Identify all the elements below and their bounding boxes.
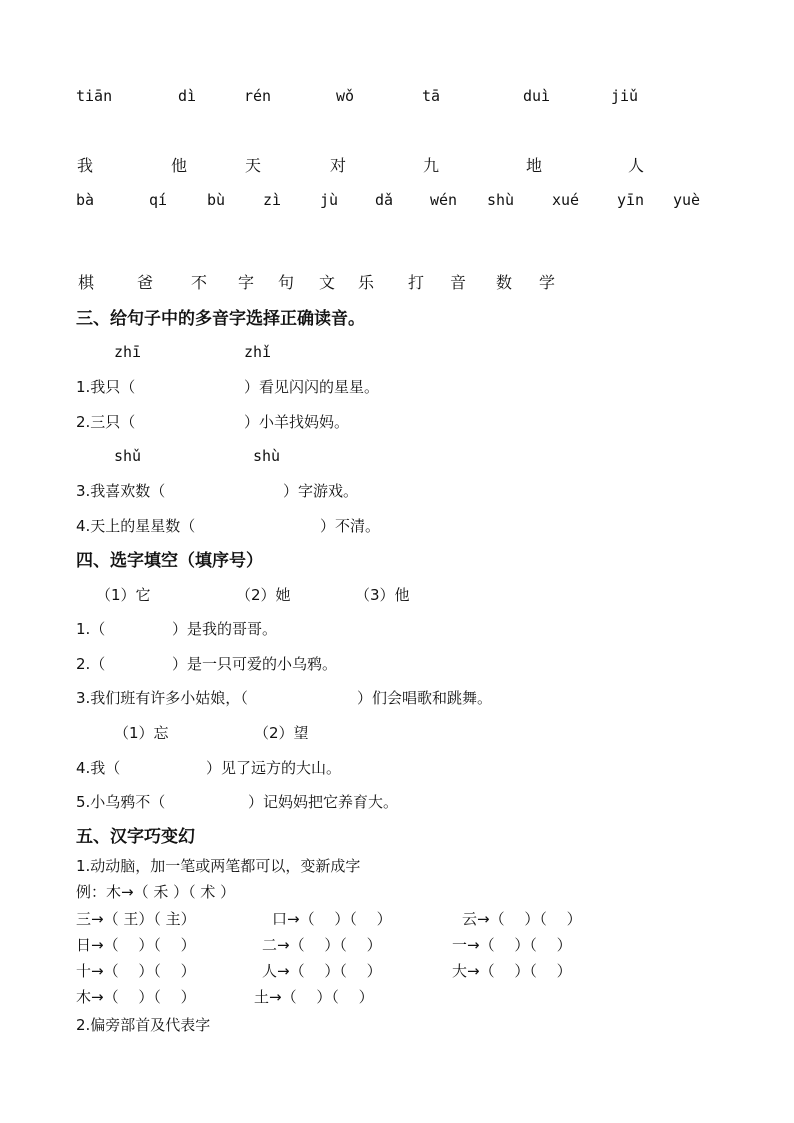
hanzi: 爸: [137, 273, 154, 292]
example-text: 例：木→（ 禾 ）（ 术 ）: [76, 883, 236, 901]
question-text: ）们会唱歌和跳舞。: [357, 689, 493, 707]
pinyin: tiān: [76, 87, 113, 105]
pinyin: wén: [430, 191, 458, 209]
hanzi: 打: [408, 273, 425, 292]
hanzi: 字: [238, 273, 255, 292]
pinyin-option: shù: [253, 447, 281, 465]
question-text: ）是我的哥哥。: [172, 620, 278, 638]
pinyin-option: zhǐ: [244, 343, 272, 361]
pinyin: tā: [422, 87, 441, 105]
subsection-title: 1.动动脑，加一笔或两笔都可以，变新成字: [76, 857, 361, 875]
question-text: 4.我（: [76, 759, 121, 777]
pinyin-option: shǔ: [114, 447, 142, 465]
pinyin: wǒ: [336, 87, 355, 105]
hanzi: 九: [423, 156, 440, 175]
hanzi: 音: [450, 273, 467, 292]
pinyin: rén: [244, 87, 272, 105]
pinyin: dì: [178, 87, 197, 105]
section-3-title: 三、给句子中的多音字选择正确读音。: [76, 309, 365, 329]
exercise-item: 日→（ ）（ ）: [76, 936, 196, 954]
hanzi: 他: [171, 156, 188, 175]
hanzi: 天: [245, 156, 262, 175]
hanzi: 乐: [358, 273, 375, 292]
question-text: 2.（: [76, 655, 106, 673]
question-text: ）字游戏。: [283, 482, 359, 500]
question-text: ）小羊找妈妈。: [244, 413, 350, 431]
pinyin: dǎ: [375, 191, 394, 209]
question-text: ）看见闪闪的星星。: [244, 378, 380, 396]
pinyin-option: zhī: [114, 343, 142, 361]
hanzi: 人: [628, 156, 645, 175]
pinyin: jù: [320, 191, 339, 209]
question-text: ）记妈妈把它养育大。: [248, 793, 399, 811]
pinyin: bà: [76, 191, 95, 209]
question-text: ）是一只可爱的小乌鸦。: [172, 655, 338, 673]
question-text: 3.我们班有许多小姑娘，（: [76, 689, 248, 707]
exercise-item: 人→（ ）（ ）: [262, 962, 382, 980]
pinyin: jiǔ: [611, 87, 639, 105]
subsection-title: 2.偏旁部首及代表字: [76, 1016, 211, 1034]
hanzi: 棋: [78, 273, 95, 292]
question-text: ）见了远方的大山。: [206, 759, 342, 777]
question-text: ）不清。: [320, 517, 381, 535]
hanzi: 不: [191, 273, 208, 292]
choice-option: （3）他: [355, 586, 410, 604]
hanzi: 句: [278, 273, 295, 292]
pinyin: shù: [487, 191, 515, 209]
question-text: 3.我喜欢数（: [76, 482, 166, 500]
exercise-item: 二→（ ）（ ）: [262, 936, 382, 954]
hanzi: 文: [319, 273, 336, 292]
exercise-item: 三→（ 王）（ 主）: [76, 910, 196, 928]
question-text: 5.小乌鸦不（: [76, 793, 166, 811]
hanzi: 数: [496, 273, 513, 292]
question-text: 1.我只（: [76, 378, 136, 396]
choice-option: （1）忘: [114, 724, 169, 742]
exercise-item: 木→（ ）（ ）: [76, 988, 196, 1006]
choice-option: （1）它: [96, 586, 151, 604]
hanzi: 学: [539, 273, 556, 292]
hanzi: 我: [77, 156, 94, 175]
pinyin: zì: [263, 191, 282, 209]
pinyin: qí: [149, 191, 168, 209]
pinyin: yuè: [673, 191, 701, 209]
section-4-title: 四、选字填空（填序号）: [76, 551, 263, 571]
choice-option: （2）望: [254, 724, 309, 742]
choice-option: （2）她: [236, 586, 291, 604]
pinyin: bù: [207, 191, 226, 209]
pinyin: duì: [523, 87, 551, 105]
exercise-item: 大→（ ）（ ）: [452, 962, 572, 980]
exercise-item: 土→（ ）（ ）: [254, 988, 374, 1006]
exercise-item: 十→（ ）（ ）: [76, 962, 196, 980]
exercise-item: 云→（ ）（ ）: [462, 910, 582, 928]
question-text: 4.天上的星星数（: [76, 517, 196, 535]
pinyin: xué: [552, 191, 580, 209]
section-5-title: 五、汉字巧变幻: [76, 827, 195, 847]
hanzi: 对: [330, 156, 347, 175]
question-text: 2.三只（: [76, 413, 136, 431]
hanzi: 地: [526, 156, 543, 175]
question-text: 1.（: [76, 620, 106, 638]
exercise-item: 一→（ ）（ ）: [452, 936, 572, 954]
exercise-item: 口→（ ）（ ）: [272, 910, 392, 928]
pinyin: yīn: [617, 191, 645, 209]
